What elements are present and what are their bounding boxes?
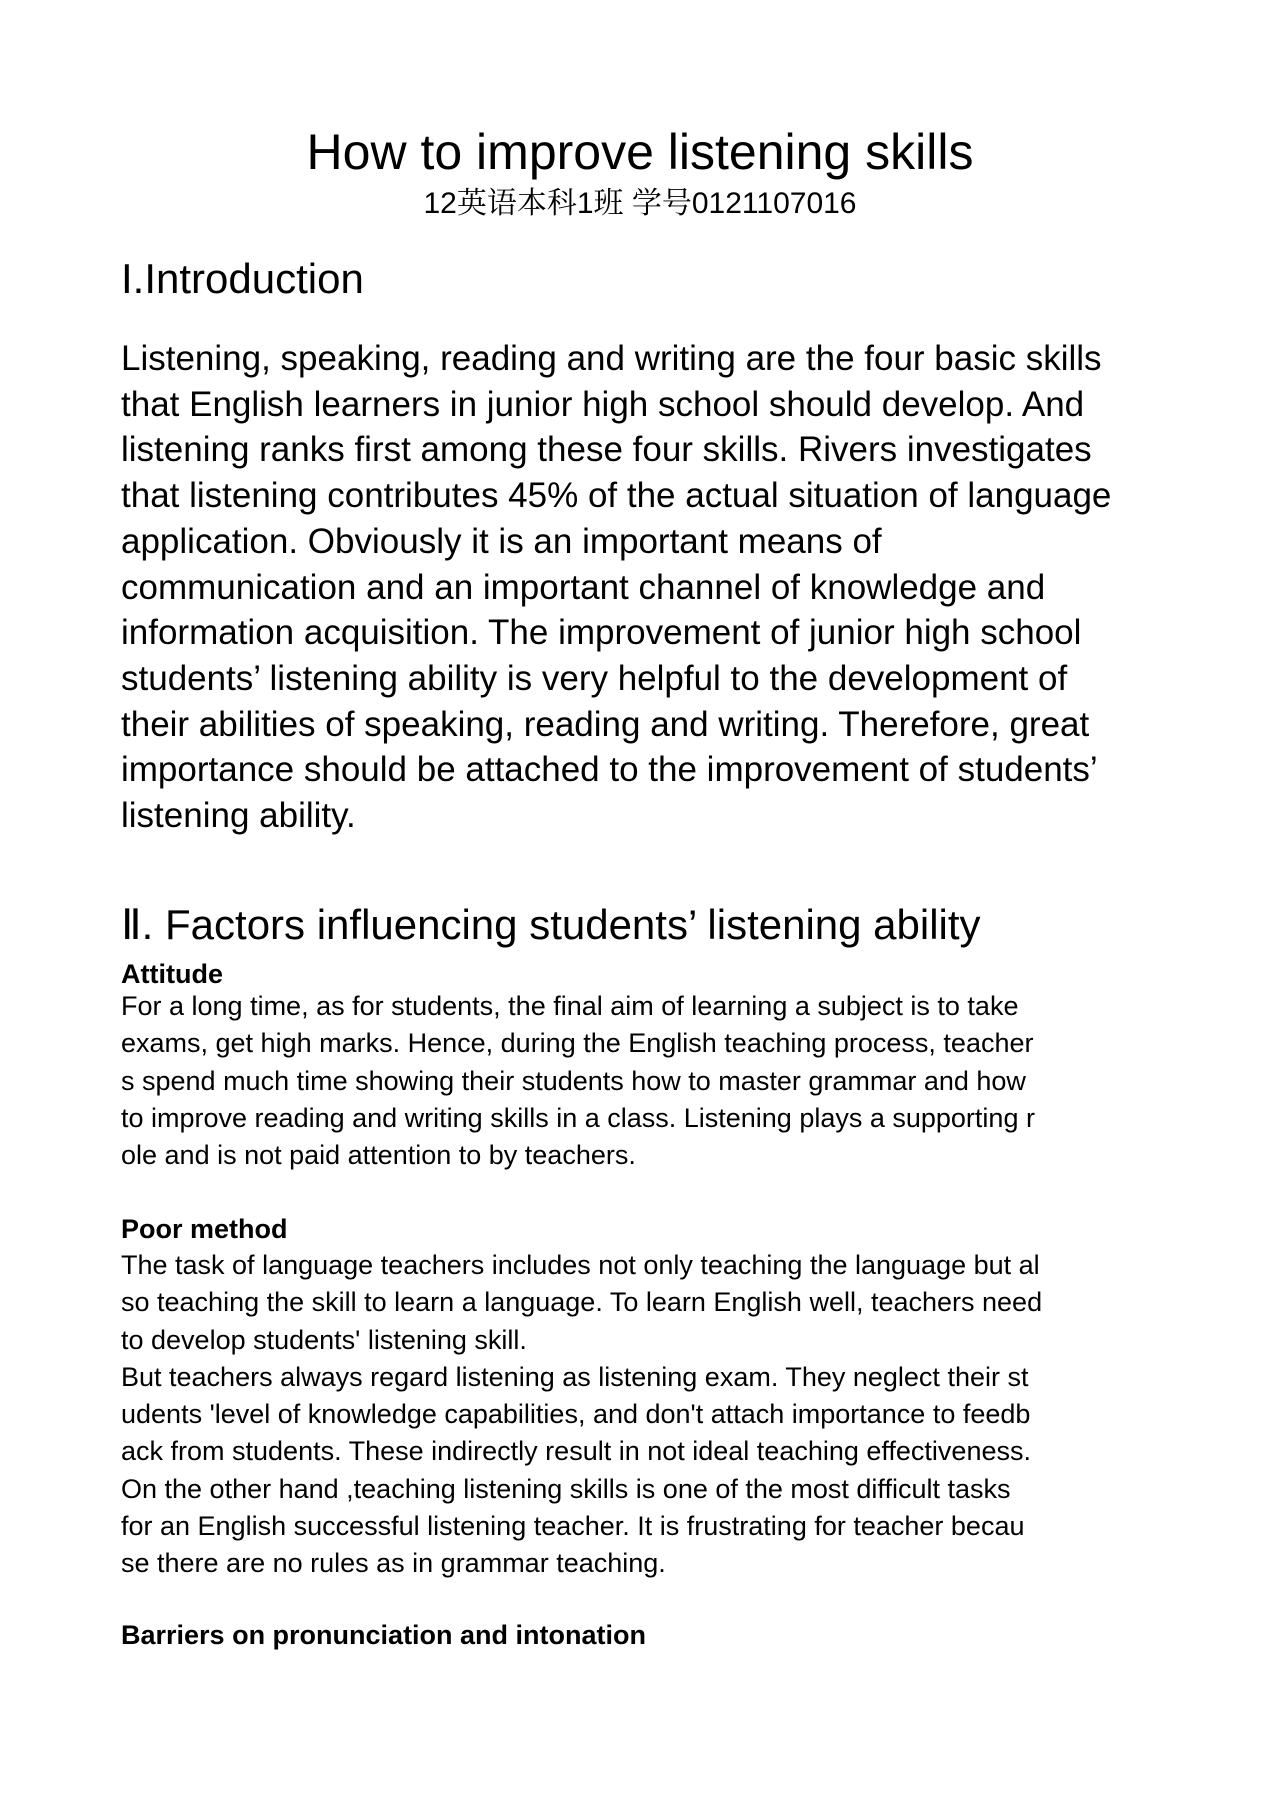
paragraph-line: On the other hand ,teaching listening skills is one of the most difficult tasks [121,1473,1011,1504]
paragraph-line: For a long time, as for students, the final aim of learning a subject is to take [121,991,1019,1021]
document-title: How to improve listening skills [306,124,974,180]
paragraph-line: Listening, speaking, reading and writing are the four basic skills [121,339,1102,378]
paragraph-line: that listening contributes 45% of the actual situation of language [121,476,1112,516]
introduction-paragraph [121,336,1161,839]
subheading-poor-method: Poor method [121,1214,288,1244]
section-heading-factors: Ⅱ. Factors influencing students’ listening ability [121,901,981,948]
paragraph-line: to improve reading and writing skills in a class. Listening plays a supporting r [121,1102,1035,1133]
paragraph-line: importance should be attached to the improvement of students’ [121,750,1098,790]
paragraph-line: But teachers always regard listening as listening exam. They neglect their st [121,1361,1029,1392]
paragraph-line: to develop students' listening skill. [121,1324,527,1355]
paragraph-line: ack from students. These indirectly result in not ideal teaching effectiveness. [121,1436,1031,1467]
author-class-id-line: 12英语本科1班 学号0121107016 [423,187,857,220]
paragraph-line: se there are no rules as in grammar teaching. [121,1548,666,1579]
paragraph-line: that English learners in junior high school should develop. And [121,384,1085,424]
subheading-barriers: Barriers on pronunciation and intonation [121,1620,647,1650]
section-heading-introduction: I.Introduction [121,255,364,302]
poor-method-paragraph [121,1247,1161,1583]
paragraph-line: for an English successful listening teacher. It is frustrating for teacher becau [121,1511,1025,1542]
paragraph-line: information acquisition. The improvement of junior high school [121,613,1082,653]
paragraph-line: communication and an important channel of knowledge and [121,567,1046,607]
paragraph-line: The task of language teachers includes not only teaching the language but al [121,1250,1040,1280]
paragraph-line: their abilities of speaking, reading and writing. Therefore, great [121,704,1090,744]
paragraph-line: so teaching the skill to learn a language. To learn English well, teachers need [121,1287,1043,1318]
subheading-attitude: Attitude [121,959,223,989]
paragraph-line: udents 'level of knowledge capabilities, and don't attach importance to feedb [121,1399,1031,1430]
paragraph-line: s spend much time showing their students how to master grammar and how [121,1065,1026,1096]
paragraph-line: students’ listening ability is very helpful to the development of [121,658,1068,698]
paragraph-line: ole and is not paid attention to by teachers. [121,1140,636,1171]
paragraph-line: listening ability. [121,796,356,836]
paragraph-line: application. Obviously it is an important means of [121,521,882,561]
paragraph-line: listening ranks first among these four skills. Rivers investigates [121,430,1092,470]
paragraph-line: exams, get high marks. Hence, during the English teaching process, teacher [121,1028,1034,1059]
attitude-paragraph [121,988,1161,1174]
